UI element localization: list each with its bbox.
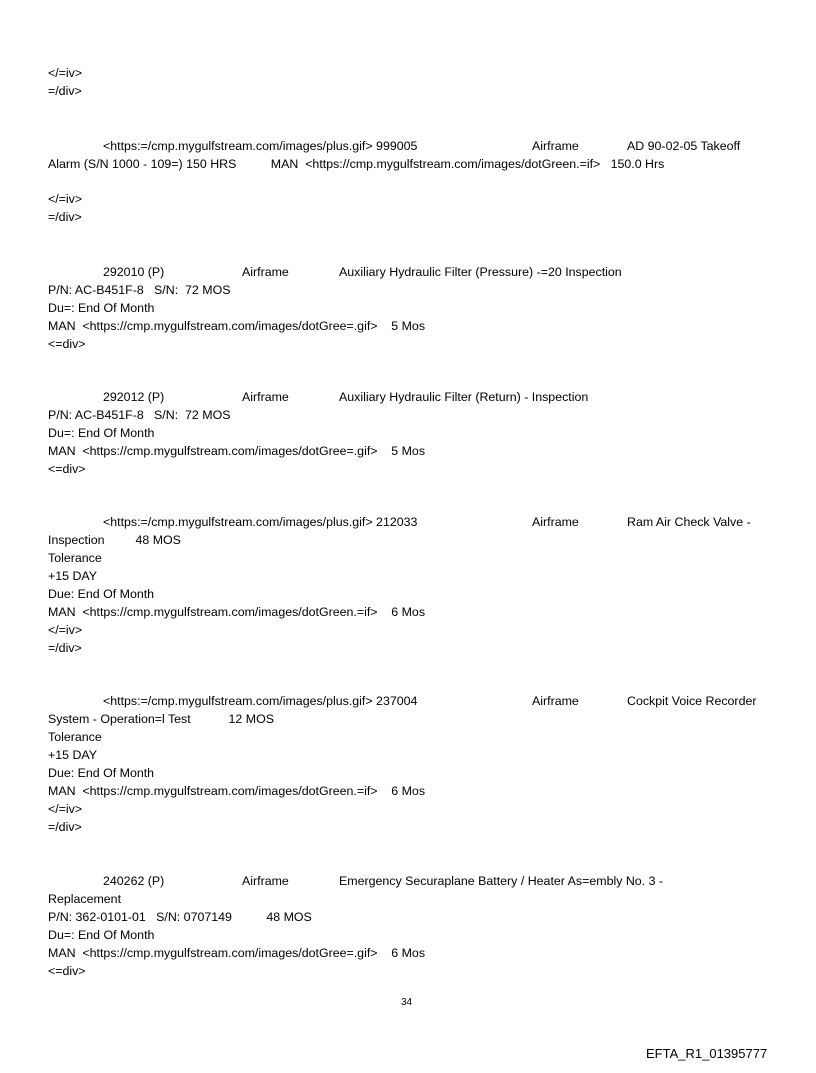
entry-id: 292010 (P) (103, 265, 165, 279)
entry-id: <https:=/cmp.mygulfstream.com/images/plus.gif> 212033 (103, 515, 418, 529)
entry-description: Auxiliary Hydraulic Filter (Pressure) -=20 Inspection (339, 265, 622, 279)
entry-description: Cockpit Voice Recorder (627, 694, 757, 708)
text-line: Tolerance (48, 730, 102, 744)
text-line: Du=: End Of Month (48, 426, 155, 440)
text-line: =/div> (48, 820, 82, 834)
entry-category: Airframe (532, 694, 579, 708)
text-line: Alarm (S/N 1000 - 109=) 150 HRS MAN <https://cmp.mygulfstream.com/images/dotGreen.=if> 150.0 Hrs (48, 157, 665, 171)
text-line: =/div> (48, 210, 82, 224)
text-line: P/N: 362-0101-01 S/N: 0707149 48 MOS (48, 910, 312, 924)
entry-description: Auxiliary Hydraulic Filter (Return) - Inspection (339, 390, 589, 404)
text-line: MAN <https://cmp.mygulfstream.com/images/dotGree=.gif> 6 Mos (48, 946, 426, 960)
text-line: MAN <https://cmp.mygulfstream.com/images/dotGree=.gif> 5 Mos (48, 444, 426, 458)
entry-category: Airframe (242, 874, 289, 888)
text-line: +15 DAY (48, 569, 98, 583)
text-line: Due: End Of Month (48, 766, 155, 780)
entry-category: Airframe (242, 390, 289, 404)
text-line: MAN <https://cmp.mygulfstream.com/images/dotGreen.=if> 6 Mos (48, 784, 426, 798)
text-line: P/N: AC-B451F-8 S/N: 72 MOS (48, 408, 231, 422)
entry-id: 292012 (P) (103, 390, 165, 404)
text-line: </=iv> (48, 66, 83, 80)
entry-id: <https:=/cmp.mygulfstream.com/images/plus.gif> 999005 (103, 139, 418, 153)
text-line: </=iv> (48, 623, 83, 637)
text-line: =/div> (48, 641, 82, 655)
page-number: 34 (401, 997, 413, 1008)
text-line: Du=: End Of Month (48, 928, 155, 942)
text-line: Du=: End Of Month (48, 301, 155, 315)
entry-id: <https:=/cmp.mygulfstream.com/images/plus.gif> 237004 (103, 694, 418, 708)
text-line: </=iv> (48, 192, 83, 206)
text-line: <=div> (48, 337, 86, 351)
entry-category: Airframe (242, 265, 289, 279)
entry-description: Emergency Securaplane Battery / Heater As=embly No. 3 - (339, 874, 664, 888)
text-line: Inspection 48 MOS (48, 533, 181, 547)
entry-category: Airframe (532, 139, 579, 153)
text-line: System - Operation=l Test 12 MOS (48, 712, 274, 726)
text-line: </=iv> (48, 802, 83, 816)
text-line: P/N: AC-B451F-8 S/N: 72 MOS (48, 283, 231, 297)
text-line: +15 DAY (48, 748, 98, 762)
text-line: Tolerance (48, 551, 102, 565)
text-line: MAN <https://cmp.mygulfstream.com/images/dotGree=.gif> 5 Mos (48, 319, 426, 333)
entry-id: 240262 (P) (103, 874, 165, 888)
text-line: MAN <https://cmp.mygulfstream.com/images/dotGreen.=if> 6 Mos (48, 605, 426, 619)
entry-description: Ram Air Check Valve - (627, 515, 751, 529)
entry-category: Airframe (532, 515, 579, 529)
text-line: <=div> (48, 462, 86, 476)
text-line: <=div> (48, 964, 86, 978)
document-id: EFTA_R1_01395777 (646, 1046, 768, 1061)
text-line: Due: End Of Month (48, 587, 155, 601)
text-line: =/div> (48, 84, 82, 98)
entry-description: AD 90-02-05 Takeoff (627, 139, 741, 153)
text-line: Replacement (48, 892, 122, 906)
